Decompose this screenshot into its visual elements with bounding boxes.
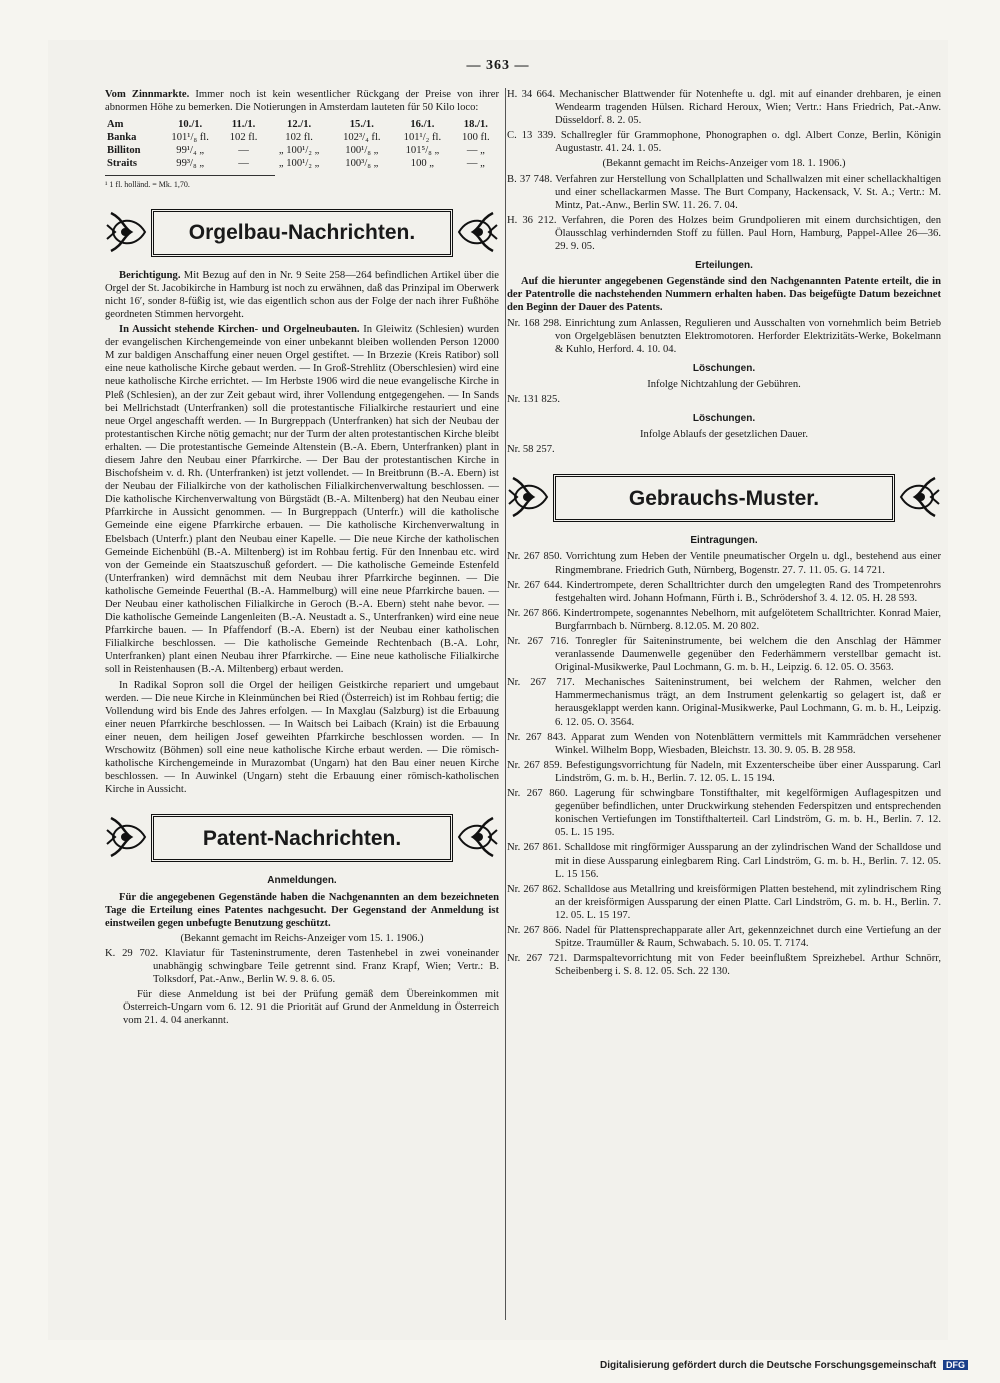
subheading-loeschungen: Löschungen. bbox=[692, 362, 756, 374]
floral-ornament-icon bbox=[105, 810, 151, 864]
gebrauchsmuster-entry: Nr. 267 859. Befestigungsvorrichtung für Nadeln, mit Exzenterscheibe über einer Aussparung. Carl Lindström, G. m. b. H., Berlin. 7. 12. 05. L. 15 194. bbox=[507, 759, 941, 784]
table-header-cell: 11./1. bbox=[231, 119, 256, 131]
table-cell: „ 100¹/₂ „ bbox=[278, 145, 320, 157]
gebrauchsmuster-entry: Nr. 267 716. Tonregler für Saiteninstrumente, bei welchem die den Anschlag der Hämmer veranlassende Daumenwelle gegenüber den Federhämmern verstellbar gemacht ist. Original-Musikwerke, Paul Lochmann, G. m. b. H., Leipzig. 6. 12. 05. O. 3563. bbox=[507, 636, 941, 674]
loeschung-number: Nr. 131 825. bbox=[507, 393, 560, 405]
table-cell: 101¹/₂ fl. bbox=[403, 132, 442, 144]
loeschung-reason: Infolge Ablaufs der gesetzlichen Dauer. bbox=[640, 429, 808, 441]
credit-text: Digitalisierung gefördert durch die Deutsche Forschungsgemeinschaft bbox=[600, 1360, 937, 1371]
digitization-credit bbox=[600, 1360, 968, 1371]
table-cell: — „ bbox=[466, 158, 485, 170]
table-cell: 99³/₈ „ bbox=[176, 158, 205, 170]
gebrauchsmuster-entry: Nr. 267 861. Schalldose mit ringförmiger Aussparung an der zylindrischen Wand der Schalldose und mit in diese Aussparung einlegbarem Ring. Carl Lindström, G. m. b. H., Berlin. 7. 12. 05. L. 15 156. bbox=[507, 842, 941, 880]
table-row bbox=[105, 144, 499, 157]
section-title-box bbox=[151, 209, 453, 257]
subheading-erteilungen: Erteilungen. bbox=[695, 260, 753, 272]
table-cell: 100¹/₈ „ bbox=[345, 145, 379, 157]
table-cell: — bbox=[238, 145, 249, 157]
gebrauchsmuster-entry: Nr. 267 843. Apparat zum Wenden von Notenblättern vermittels mit Kammrädchen versehener Winkel. Wilhelm Bopp, Wiesbaden, Bleichstr. 13. 30. 9. 05. B. 28 958. bbox=[507, 731, 941, 756]
zinn-paragraph bbox=[105, 88, 499, 114]
patent-entry: H. 34 664. Mechanischer Blattwender für Notenhefte u. dgl. mit auf einander drehbaren, je einen Wendearm tragenden Hülsen. Richard Heroux, Wien; Vertr.: Hans Friedrich, Pat.-Anw. Düsseldorf. 8. 2. 05. bbox=[507, 89, 941, 127]
table-cell: 102³/₄ fl. bbox=[343, 132, 381, 144]
gebrauchsmuster-entry: Nr. 267 866. Kindertrompete, sogenanntes Nebelhorn, mit aufgelötetem Schalltrichter. Konrad Maier, Burgfarrnbach b. Nürnberg. 8.12.05. M. 20 802. bbox=[507, 607, 941, 632]
gebrauchsmuster-entry: Nr. 267 8ö6. Nadel für Plattensprechapparate aller Art, gekennzeichnet durch eine Vertiefung an der Spitze. Traumüller & Raum, Schwabach. 5. 10. 05. T. 7174. bbox=[507, 924, 941, 950]
table-row bbox=[105, 131, 499, 144]
patent-entry: K. 29 702. Klaviatur für Tasteninstrumente, deren Tastenhebel in zwei voneinander unabhängig schwingbare Teile getrennt sind. Franz Krapf, Wien; Vertr.: B. Tolksdorf, Pat.-Anw., Berlin W. 9. 8. 6. 05. bbox=[105, 947, 499, 986]
page-number: — 363 — bbox=[466, 58, 530, 73]
table-cell: — „ bbox=[466, 145, 485, 157]
section-title: Gebrauchs-Muster. bbox=[628, 486, 820, 510]
floral-ornament-icon bbox=[507, 470, 553, 524]
table-header-row bbox=[105, 118, 499, 131]
table-cell: 102 fl. bbox=[285, 132, 313, 144]
zinn-text: Immer noch ist kein wesentlicher Rückgang der Preise von ihrer abnormen Höhe zu bemerken. Die Notierungen in Amsterdam lauteten für 50 Kilo loco: bbox=[105, 89, 499, 114]
section-title-box bbox=[151, 814, 453, 862]
dfg-logo: DFG bbox=[943, 1360, 968, 1370]
gebrauchsmuster-entry: Nr. 267 644. Kindertrompete, deren Schalltrichter durch den umgelegten Rand des Trompetenrohrs festgehalten wird. Johann Hofmann, Fürth i. B., Schrödershof 3. 4. 12. 05. H. 28 593. bbox=[507, 579, 941, 604]
table-row bbox=[105, 157, 499, 170]
floral-ornament-icon bbox=[453, 810, 499, 864]
table-header-cell: 12./1. bbox=[287, 119, 312, 131]
gebrauchsmuster-entry: Nr. 267 850. Vorrichtung zum Heben der Ventile pneumatischer Orgeln u. dgl., bestehend aus einer Ringmembrane. Friedrich Guth, Nürnberg, Bogenstr. 27. 7. 11. 05. G. 14 721. bbox=[507, 551, 941, 576]
subheading-eintragungen: Eintragungen. bbox=[690, 535, 758, 547]
berichtigung-heading: Berichtigung. bbox=[119, 269, 181, 281]
table-cell: 100 fl. bbox=[462, 132, 490, 144]
berichtigung-text: Mit Bezug auf den in Nr. 9 Seite 258—264 befindlichen Artikel über die Orgel der St. Jacobikirche in Hamburg ist noch zu erwähnen, daß das Prinzipal im Oberwerk nicht 16′, sonder 8-füßig ist, wie das eigentlich schon aus der Folge der nach ihrer Fußhöhe geordneten Stimmen hervorgeht. bbox=[105, 269, 499, 320]
berichtigung-paragraph bbox=[105, 269, 499, 321]
patent-banner bbox=[105, 810, 499, 864]
gebrauchsmuster-entry: Nr. 267 860. Lagerung für schwingbare Tonstifthalter, mit kegelförmigen Auflagespitzen und gegenüber befindlichen, unter Druckwirkung stehenden Federspitzen und entsprechenden konischen Vertiefungen im Tonstifthalterteil. Carl Lindström, G. m. b. H., Berlin. 7. 12. 05. L. 15 195. bbox=[507, 788, 941, 839]
tin-price-table bbox=[105, 118, 499, 170]
zinn-heading: Vom Zinnmarkte. bbox=[105, 89, 190, 100]
aussicht-paragraph bbox=[105, 323, 499, 677]
anmeldungen-intro: Für die angegebenen Gegenstände haben die Nachgenannten an dem bezeichneten Tage die Erteilung eines Patentes nachgesucht. Der Gegenstand der Anmeldung ist einstweilen gegen unbefugte Benutzung geschützt. bbox=[105, 891, 499, 929]
erteilungen-intro: Auf die hierunter angegebenen Gegenstände sind den Nachgenannten Patente erteilt, die in der Patentrolle die nachstehenden Nummern erhalten haben. Das beigefügte Datum bezeichnet den Beginn der Dauer des Patents. bbox=[507, 276, 941, 314]
section-title-box bbox=[553, 474, 895, 522]
table-header-cell: 18./1. bbox=[463, 119, 488, 131]
loeschung-number: Nr. 58 257. bbox=[507, 444, 555, 456]
aussicht-text: In Gleiwitz (Schlesien) wurden der evangelischen Kirchengemeinde von einer unbekannt bleiben wollenden Person 12000 M zur baldigen Anschaffung einer neuen Orgel gestiftet. — In Brzezie (Kreis Ratibor) soll eine neue katholische Kirche gebaut werden. — In Groß-Strehlitz (Oberschlesien) wird eine neue katholische Kirche errichtet. — Im Herbste 1906 wird die neue evangelische Kirche in Pleß (Schlesien), an der zur Zeit gebaut wird, ihrer Vollendung entgegengehen. — In Sands bei Mellrichstadt (Unterfranken) soll die protestantische Filialkirche restauriert und eine neue Orgel angeschafft werden. — In Burgreppach (Unterfranken) hat sich der Neubau der protestantischen Kirche nötig gemacht; nur der Turm der alten protestantischen Kirche bleibt erhalten. — Die protestantische Gemeinde Altenstein (B.-A. Ebern, Unterfranken) plant in diesem Jahre den Neubau einer Pfarrkirche. — Der Bau der protestantischen Kirche in Bischofsheim v. d. Rh. (Unterfranken) ist jetzt vollendet. — In Breitbrunn (B.-A. Ebern) ist der Neubau der Filialkirche von der katholischen Filialkirchenverwaltung beschlossen. — Die katholische Kirchenverwaltung von Bürgstädt (B.-A. Miltenberg) hat den Neubau einer Pfarrkirche in Aussicht genommen. — In Burgreppach (Unterfr.) will die katholische Gemeinde eine eigene Pfarrkirche erbauen. — Die katholische Kirchenverwaltung in Ebelsbach (Unterfr.) plant den Neubau einer Kapelle. — Die neue Kirche der katholischen Gemeinde Eichenbühl (B.-A. Miltenberg) ist im Rohbau fertig. Für den Innenbau etc. wird von der Gemeinde ein Staatszuschuß gefordert. — Die katholische Gemeinde Estenfeld (Unterfranken) wird demnächst mit dem Neubau ihrer Pfarrkirche beginnen. — Die katholische Gemeinde Feuerthal (B.-A. Hammelburg) will eine neue Pfarrkirche bauen. — Der Neubau einer katholischen Filialkirche in Geroch (B.-A. Ebern) steht nahe bevor. — Die katholische Gemeinde Langenleiten (B.-A. Neustadt a. S., Unterfranken) wird eine neue Pfarrkirche bauen. — In Pfaffendorf (B.-A. Ebern) ist der Neubau einer katholischen Filialkirche beschlossen. — Die katholische Gemeinde Rechtenbach (B.-A. Lohr, Unterfranken) plant einen Neubau ihrer Pfarrkirche. — Eine neue katholische Filialkirche soll in Reistenhausen (B.-A. Miltenberg) erbaut werden. bbox=[105, 324, 500, 676]
subheading-loeschungen: Löschungen. bbox=[692, 413, 756, 425]
patent-entry: C. 13 339. Schallregler für Grammophone, Phonographen o. dgl. Albert Conze, Berlin, Königin Augustastr. 41. 24. 1. 05. bbox=[507, 130, 941, 155]
table-header-cell: 16./1. bbox=[410, 119, 435, 131]
footnote: ¹ 1 fl. holländ. = Mk. 1,70. bbox=[105, 179, 190, 189]
gebrauchsmuster-entry: Nr. 267 862. Schalldose aus Metallring und kreisförmigen Platten bestehend, mit zylindrischem Ring an der kreisförmigen Aussparung der einen Platte. Carl Lindström, G. m. b. H., Berlin. 7. 12. 05. L. 15 197. bbox=[507, 883, 941, 921]
floral-ornament-icon bbox=[453, 205, 499, 259]
section-title: Patent-Nachrichten. bbox=[202, 826, 402, 850]
table-header-cell: 15./1. bbox=[349, 119, 374, 131]
table-cell: 102 fl. bbox=[229, 132, 258, 144]
gebrauchsmuster-entry: Nr. 267 717. Mechanisches Saiteninstrument, bei welchem der Rahmen, welcher den Hammermechanismus trägt, an dem Instrument gelenkartig so gelagert ist, daß er herausgeklappt werden kann. Original-Musikwerke, Paul Lochmann, G. m. b. H., Leipzig. 6. 12. 05. O. 3564. bbox=[507, 677, 941, 728]
table-cell: Banka bbox=[107, 132, 137, 144]
table-cell: 100³/₈ „ bbox=[345, 158, 379, 170]
right-column bbox=[507, 88, 941, 980]
table-header-cell: Am bbox=[107, 119, 124, 131]
patent-entry: B. 37 748. Verfahren zur Herstellung von Schallplatten und Schallwalzen mit einer schellackhaltigen und einer schellackarmen Masse. The Burt Company, Hackensack, V. St. A.; Vertr.: M. Mintz, Pat.-Anw., Berlin SW. 11. 26. 7. 04. bbox=[507, 173, 941, 211]
table-cell: Billiton bbox=[107, 145, 141, 157]
patent-entry: Nr. 168 298. Einrichtung zum Anlassen, Regulieren und Ausschalten von vornehmlich beim Betrieb von Orgelgebläsen benutzten Elektromotoren. Herforder Elektrizitäts-Werke, Bokelmann & Kuhlo, Herford. 4. 10. 04. bbox=[507, 317, 941, 355]
subheading-anmeldungen: Anmeldungen. bbox=[267, 875, 337, 887]
patent-entry: H. 36 212. Verfahren, die Poren des Holzes beim Grundpolieren mit einem durchsichtigen, den Ölausschlag verhindernden Stoff zu füllen. Paul Horn, Hamburg, Pappel-Allee 26—36. 29. 9. 05. bbox=[507, 214, 941, 253]
table-cell: 101¹/₈ fl. bbox=[171, 132, 209, 144]
left-column bbox=[105, 88, 499, 1029]
loeschung-reason: Infolge Nichtzahlung der Gebühren. bbox=[647, 378, 801, 390]
gebrauchsmuster-banner bbox=[507, 470, 941, 524]
newspaper-page bbox=[48, 40, 948, 1340]
bekannt-note: (Bekannt gemacht im Reichs-Anzeiger vom 15. 1. 1906.) bbox=[180, 932, 424, 944]
table-cell: 100 „ bbox=[410, 158, 435, 170]
floral-ornament-icon bbox=[895, 470, 941, 524]
aussicht-heading: In Aussicht stehende Kirchen- und Orgelneubauten. bbox=[119, 324, 360, 336]
radkal-paragraph: In Radikal Sopron soll die Orgel der heiligen Geistkirche repariert und umgebaut werden. — Die neue Kirche in Kleinmünchen bei Ried (Österreich) ist im Rohbau fertig; die Vollendung wird bis Ende des Jahres erfolgen. — In Maxglau (Salzburg) ist die Erbauung einer neuen Pfarrkirche beschlossen. — In Waitsch bei Laibach (Krain) ist die Erbauung einer neuen, dem heiligen Josef geweihten Pfarrkirche beschlossen worden. — In Wrschowitz (Böhmen) soll eine neue katholische Kirche erbaut werden. — Die römisch-katholische Kirchengemeinde in Murazombat (Ungarn) hat den Bau einer neuen Kirche beschlossen. — In Auwinkel (Ungarn) steht die Erbauung einer römisch-katholischen Kirche in Aussicht. bbox=[105, 679, 499, 796]
table-cell: 99¹/₄ „ bbox=[176, 145, 205, 157]
bekannt-note: (Bekannt gemacht im Reichs-Anzeiger vom 18. 1. 1906.) bbox=[602, 158, 846, 170]
footnote-rule bbox=[105, 175, 275, 176]
orgelbau-banner bbox=[105, 205, 499, 259]
table-cell: „ 100¹/₂ „ bbox=[278, 158, 320, 170]
priority-note: Für diese Anmeldung ist bei der Prüfung gemäß dem Übereinkommen mit Österreich-Ungarn vom 6. 12. 91 die Priorität auf Grund der Anmeldung in Österreich vom 21. 4. 04 anerkannt. bbox=[123, 989, 499, 1027]
table-cell: — bbox=[238, 158, 249, 170]
column-divider bbox=[505, 88, 506, 1320]
gebrauchsmuster-entry: Nr. 267 721. Darmspaltevorrichtung mit von Feder beeinflußtem Spreizhebel. Arthur Schnörr, Scheibenberg i. S. 8. 12. 05. Sch. 22 130. bbox=[507, 953, 941, 978]
table-cell: 101⁵/₈ „ bbox=[405, 145, 440, 157]
table-cell: Straits bbox=[107, 158, 138, 170]
table-header-cell: 10./1. bbox=[178, 119, 203, 131]
section-title: Orgelbau-Nachrichten. bbox=[188, 221, 416, 245]
floral-ornament-icon bbox=[105, 205, 151, 259]
